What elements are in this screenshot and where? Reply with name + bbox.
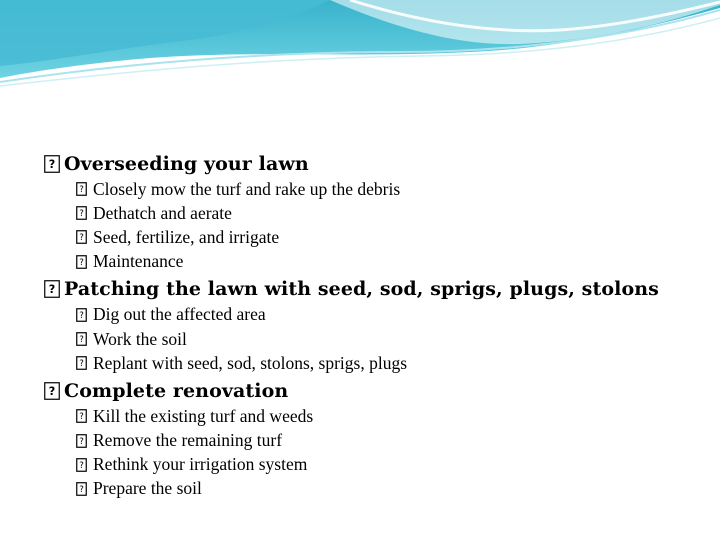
missing-glyph-box-icon <box>76 255 87 269</box>
outline-section <box>44 150 704 274</box>
section-heading-text: Overseeding your lawn <box>64 152 309 175</box>
svg-text:?: ? <box>79 335 84 346</box>
missing-glyph-box-icon <box>44 280 60 298</box>
sub-bullet-list <box>44 303 704 376</box>
slide-outline <box>44 150 704 501</box>
svg-text:?: ? <box>79 257 84 268</box>
sub-bullet-item <box>44 477 704 501</box>
missing-glyph-box-icon <box>76 409 87 423</box>
section-heading-text: Complete renovation <box>64 379 289 402</box>
missing-glyph-box-icon <box>44 382 60 400</box>
header-wave-decoration <box>0 0 720 90</box>
missing-glyph-box-icon <box>76 434 87 448</box>
svg-text:?: ? <box>48 283 56 297</box>
svg-text:?: ? <box>79 412 84 423</box>
sub-bullet-text: Kill the existing turf and weeds <box>93 405 314 426</box>
missing-glyph-box-icon <box>76 230 87 244</box>
outline-section <box>44 276 704 376</box>
sub-bullet-text: Rethink your irrigation system <box>93 454 308 475</box>
missing-glyph-box-icon <box>76 482 87 496</box>
sub-bullet-item <box>44 453 704 477</box>
sub-bullet-text: Maintenance <box>93 251 184 272</box>
sub-bullet-text: Closely mow the turf and rake up the debris <box>93 178 401 199</box>
sub-bullet-text: Seed, fertilize, and irrigate <box>93 226 280 247</box>
section-heading <box>44 377 704 404</box>
sub-bullet-text: Dig out the affected area <box>93 304 266 325</box>
sub-bullet-text: Work the soil <box>93 328 187 349</box>
sub-bullet-item <box>44 177 704 201</box>
sub-bullet-text: Prepare the soil <box>93 478 202 499</box>
sub-bullet-item <box>44 225 704 249</box>
sub-bullet-item <box>44 404 704 428</box>
svg-text:?: ? <box>79 485 84 496</box>
sub-bullet-list <box>44 404 704 501</box>
missing-glyph-box-icon <box>76 308 87 322</box>
section-heading <box>44 150 704 177</box>
missing-glyph-box-icon <box>76 356 87 370</box>
sub-bullet-item <box>44 351 704 375</box>
sub-bullet-text: Remove the remaining turf <box>93 430 283 451</box>
svg-text:?: ? <box>79 209 84 220</box>
missing-glyph-box-icon <box>76 206 87 220</box>
svg-text:?: ? <box>79 359 84 370</box>
sub-bullet-text: Replant with seed, sod, stolons, sprigs, plugs <box>93 352 408 373</box>
section-heading-text: Patching the lawn with seed, sod, sprigs, plugs, stolons <box>64 278 659 301</box>
sub-bullet-list <box>44 177 704 274</box>
outline-section <box>44 377 704 501</box>
svg-text:?: ? <box>48 157 56 171</box>
svg-text:?: ? <box>79 460 84 471</box>
sub-bullet-text: Dethatch and aerate <box>93 202 232 223</box>
svg-text:?: ? <box>79 185 84 196</box>
svg-text:?: ? <box>48 384 56 398</box>
missing-glyph-box-icon <box>76 182 87 196</box>
sub-bullet-item <box>44 303 704 327</box>
svg-text:?: ? <box>79 310 84 321</box>
section-heading <box>44 276 704 303</box>
sub-bullet-item <box>44 429 704 453</box>
missing-glyph-box-icon <box>44 155 60 173</box>
svg-text:?: ? <box>79 436 84 447</box>
sub-bullet-item <box>44 250 704 274</box>
svg-text:?: ? <box>79 233 84 244</box>
sub-bullet-item <box>44 201 704 225</box>
missing-glyph-box-icon <box>76 458 87 472</box>
sub-bullet-item <box>44 327 704 351</box>
missing-glyph-box-icon <box>76 332 87 346</box>
